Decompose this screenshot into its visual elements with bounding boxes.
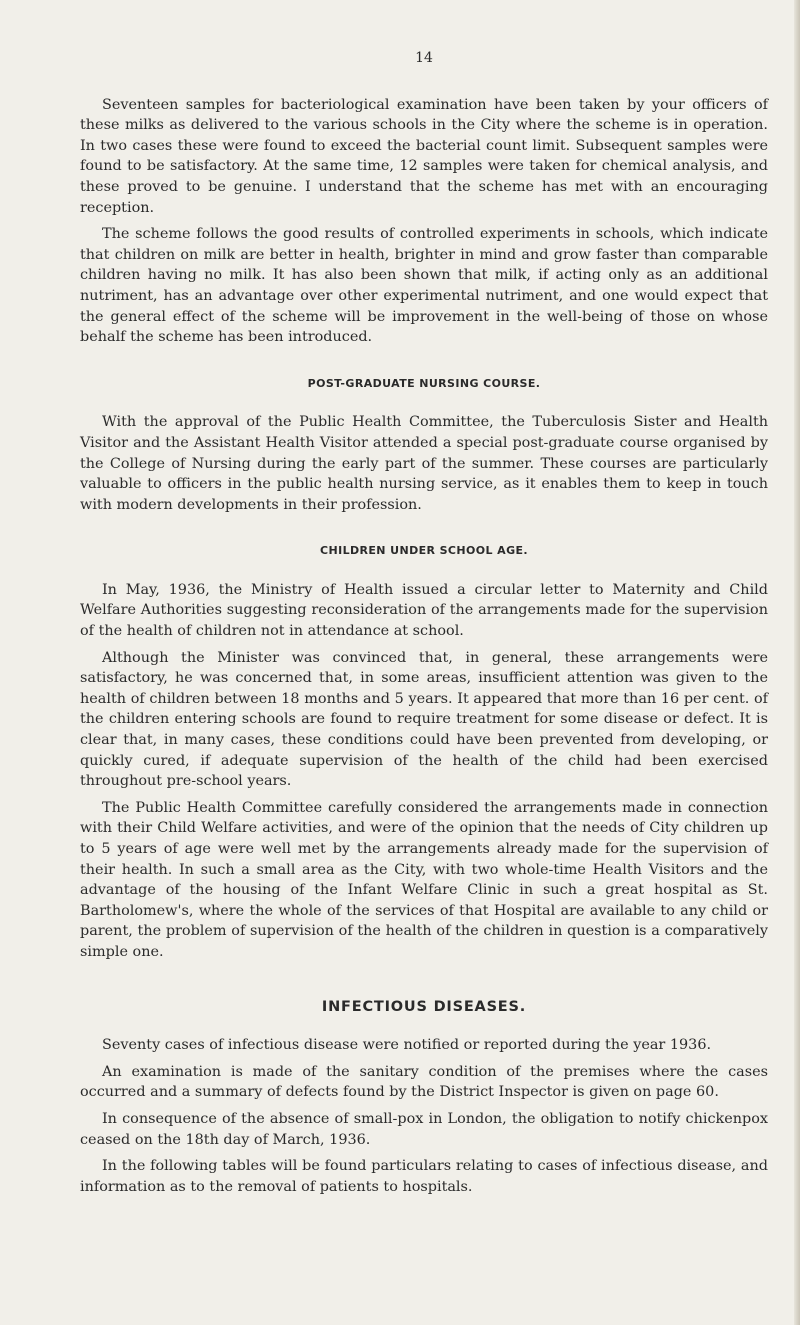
section-heading: POST-GRADUATE NURSING COURSE. [307, 376, 541, 390]
paragraph: In May, 1936, the Ministry of Health issued a circular letter to Maternity and Child Welfare Authorities suggesting reconsideration of the arrangements made for the supervision of the health of children not in attendance at school. [80, 581, 768, 640]
paragraph: With the approval of the Public Health Committee, the Tuberculosis Sister and Health Visitor and the Assistant Health Visitor attended a special post-graduate course organised by the College of Nursing during the early part of the summer. These courses are particularly valuable to officers in the public health nursing service, as it enables them to keep in touch with modern developments in their profession. [80, 414, 768, 513]
paragraph: The scheme follows the good results of controlled experiments in schools, which indicate that children on milk are better in health, brighter in mind and grow faster than comparable children having no milk. It has also been shown that milk, if acting only as an additional nutriment, has an advantage over other experimental nutriment, and one would expect that the general effect of the scheme will be improvement in the well-being of those on whose behalf the scheme has been introduced. [80, 226, 768, 346]
section-infectious-diseases [80, 997, 768, 1198]
section-children-under-school-age [80, 541, 768, 962]
document-page [80, 48, 768, 1203]
page-edge-shadow [794, 0, 800, 1325]
section-heading: INFECTIOUS DISEASES. [321, 998, 527, 1015]
paragraph: The Public Health Committee carefully considered the arrangements made in connection with their Child Welfare activities, and were of the opinion that the needs of City children up to 5 years of age were well met by the arrangements already made for the supervision of their health. In such a small area as the City, with two whole-time Health Visitors and the advantage of the housing of the Infant Welfare Clinic in such a great hospital as St. Bartholomew's, where the whole of the services of that Hospital are available to any child or parent, the problem of supervision of the health of the children in question is a comparatively simple one. [80, 799, 768, 960]
section-heading: CHILDREN UNDER SCHOOL AGE. [320, 544, 528, 558]
section-nursing-course [80, 374, 768, 516]
section-milk-scheme [80, 95, 768, 348]
paragraph: In the following tables will be found particulars relating to cases of infectious disease, and information as to the removal of patients to hospitals. [80, 1158, 768, 1195]
page-number: 14 [415, 50, 433, 66]
paragraph: Seventeen samples for bacteriological examination have been taken by your officers of these milks as delivered to the various schools in the City where the scheme is in operation. In two cases these were found to exceed the bacterial count limit. Subsequent samples were found to be satisfactory. At the same time, 12 samples were taken for chemical analysis, and these proved to be genuine. I understand that the scheme has met with an encouraging reception. [80, 96, 768, 216]
paragraph: Seventy cases of infectious disease were notified or reported during the year 1936. [102, 1037, 712, 1054]
paragraph: An examination is made of the sanitary condition of the premises where the cases occurred and a summary of defects found by the District Inspector is given on page 60. [80, 1063, 768, 1101]
paragraph: Although the Minister was convinced that, in general, these arrangements were satisfactory, he was concerned that, in some areas, insufficient attention was given to the health of children between 18 months and 5 years. It appeared that more than 16 per cent. of the children entering schools are found to require treatment for some disease or defect. It is clear that, in many cases, these conditions could have been prevented from developing, or quickly cured, if adequate supervision of the health of the child had been exercised throughout pre-school years. [80, 649, 768, 790]
paragraph: In consequence of the absence of small-pox in London, the obligation to notify chickenpox ceased on the 18th day of March, 1936. [80, 1110, 768, 1148]
